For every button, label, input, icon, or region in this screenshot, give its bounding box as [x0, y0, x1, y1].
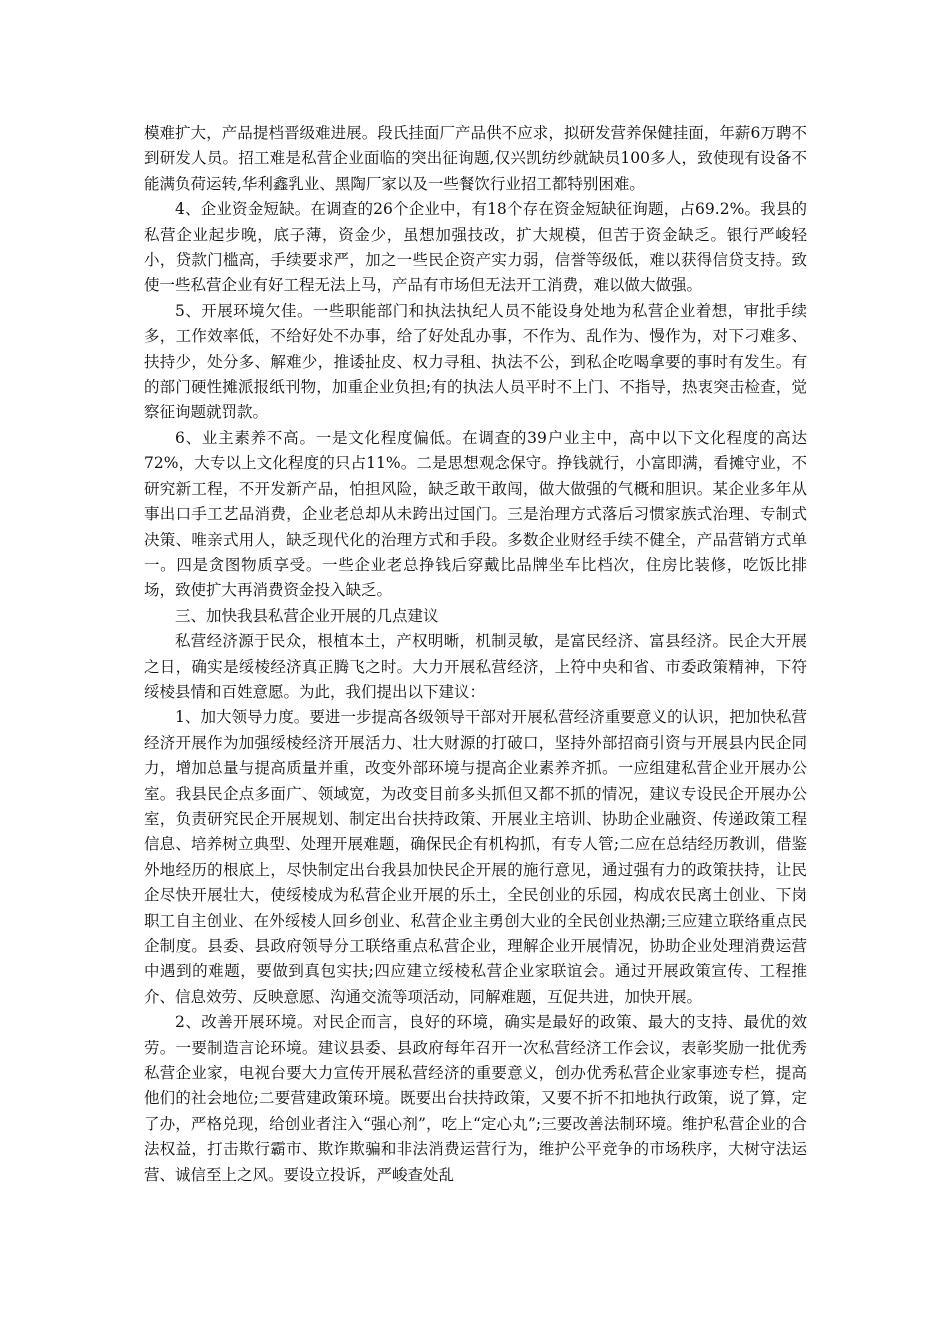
body-paragraph: 4、企业资金短缺。在调查的26个企业中，有18个存在资金短缺征询题，占69.2%。我县的私营企业起步晚，底子薄，资金少，虽想加强技改，扩大规模，但苦于资金缺乏。银行严峻轻小，贷款门槛高，手续要求严，加之一些民企资产实力弱，信誉等级低，难以获得信贷支持。致使一些私营企业有好工程无法上马，产品有市场但无法开工消费，难以做大做强。: [144, 200, 807, 295]
body-paragraph: 模难扩大，产品提档晋级难进展。段氏挂面厂产品供不应求，拟研发营养保健挂面，年薪6万聘不到研发人员。招工难是私营企业面临的突出征询题,仅兴凯纺纱就缺员100多人，致使现有设备不能满负荷运转,华利鑫乳业、黑陶厂家以及一些餐饮行业招工都特别困难。: [144, 124, 807, 193]
body-paragraph: 6、业主素养不高。一是文化程度偏低。在调查的39户业主中，高中以下文化程度的高达72%，大专以上文化程度的只占11%。二是思想观念保守。挣钱就行，小富即满，看摊守业，不研究新工程，不开发新产品，怕担风险，缺乏敢干敢闯，做大做强的气概和胆识。某企业多年从事出口手工艺品消费，企业老总却从未跨出过国门。三是治理方式落后习惯家族式治理、专制式决策、唯亲式用人，缺乏现代化的治理方式和手段。多数企业财经手续不健全，产品营销方式单一。四是贪图物质享受。一些企业老总挣钱后穿戴比品牌坐车比档次，住房比装修，吃饭比排场，致使扩大再消费资金投入缺乏。: [144, 428, 807, 600]
body-paragraph: 1、加大领导力度。要进一步提高各级领导干部对开展私营经济重要意义的认识，把加快私营经济开展作为加强绥棱经济开展活力、壮大财源的打破口，坚持外部招商引资与开展县内民企同力，增加总量与提高质量并重，改变外部环境与提高企业素养齐抓。一应组建私营企业开展办公室。我县民企点多面广、领域宽，为改变目前多头抓但又都不抓的情况，建议专设民企开展办公室，负责研究民企开展规划、制定出台扶持政策、开展业主培训、协助企业融资、传递政策工程信息、培养树立典型、处理开展难题，确保民企有机构抓，有专人管;二应在总结经历教训，借鉴外地经历的根底上，尽快制定出台我县加快民企开展的施行意见，通过强有力的政策扶持，让民企尽快开展壮大，使绥棱成为私营企业开展的乐土，全民创业的乐园，构成农民离土创业、下岗职工自主创业、在外绥棱人回乡创业、私营企业主勇创大业的全民创业热潮;三应建立联络重点民企制度。县委、县政府领导分工联络重点私营企业，理解企业开展情况，协助企业处理消费运营中遇到的难题，要做到真包实扶;四应建立绥棱私营企业家联谊会。通过开展政策宣传、工程推介、信息效劳、反映意愿、沟通交流等项活动，同解难题，互促共进，加快开展。: [144, 708, 807, 1006]
body-paragraph: 2、改善开展环境。对民企而言，良好的环境，确实是最好的政策、最大的支持、最优的效劳。一要制造言论环境。建议县委、县政府每年召开一次私营经济工作会议，表彰奖励一批优秀私营企业家，电视台要大力宣传开展私营经济的重要意义，创办优秀私营企业家事迹专栏，提高他们的社会地位;二要营建政策环境。既要出台扶持政策，又要不折不扣地执行政策，说了算，定了办，严格兑现，给创业者注入“强心剂”，吃上“定心丸”;三要改善法制环境。维护私营企业的合法权益，打击欺行霸市、欺诈欺骗和非法消费运营行为，维护公平竞争的市场秩序，大树守法运营、诚信至上之风。要设立投诉，严峻查处乱: [144, 1013, 807, 1184]
body-paragraph: 5、开展环境欠佳。一些职能部门和执法执纪人员不能设身处地为私营企业着想，审批手续多，工作效率低，不给好处不办事，给了好处乱办事，不作为、乱作为、慢作为，对下刁难多、扶持少，处分多、解难少，推诿扯皮、权力寻租、执法不公，到私企吃喝拿要的事时有发生。有的部门硬性摊派报纸刊物，加重企业负担;有的执法人员平时不上门、不指导，热衷突击检查，觉察征询题就罚款。: [144, 301, 807, 422]
document-page: [144, 121, 807, 1188]
body-paragraph: 私营经济源于民众，根植本土，产权明晰，机制灵敏，是富民经济、富县经济。民企大开展之日，确实是绥棱经济真正腾飞之时。大力开展私营经济，上符中央和省、市委政策精神，下符绥棱县情和百姓意愿。为此，我们提出以下建议：: [144, 632, 807, 701]
section-heading: 三、加快我县私营企业开展的几点建议: [175, 606, 439, 625]
